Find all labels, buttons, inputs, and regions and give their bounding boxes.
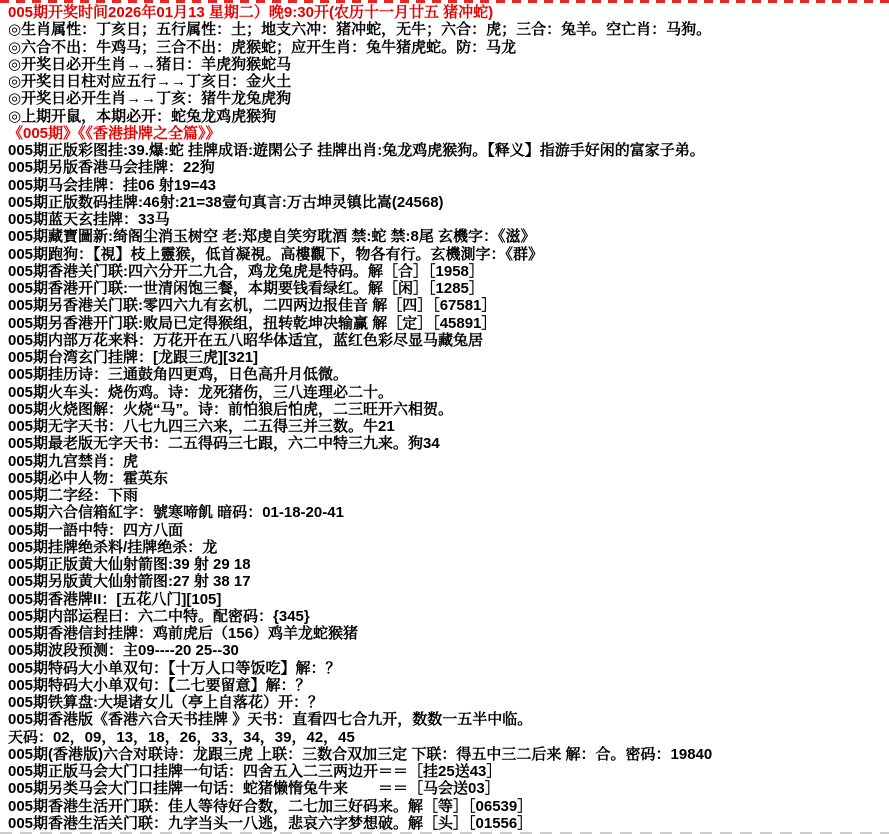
text-line: 005期正版彩图挂:39.爆:蛇 挂牌成语:遊閑公子 挂牌出肖:兔龙鸡虎猴狗。【释义】指游手好闲的富家子弟。	[8, 142, 705, 159]
text-line: 005期另版黄大仙射箭图:27 射 38 17	[8, 573, 251, 591]
text-line: 005期正版马会大门口挂牌一句话：四舍五入二三两边开＝＝［挂25送43］	[8, 763, 502, 780]
text-line: 005期九宫禁肖：虎	[8, 452, 139, 470]
text-line: 005期香港牌II：[五花八门][105]	[8, 590, 222, 608]
text-line: 005期波段预测：主09----20 25--30	[8, 642, 239, 660]
text-line: 005期跑狗：【視】枝上靈猴，低首凝視。高樓觀下，物各有行。玄機測字：《群》	[8, 245, 544, 263]
text-line: 005期香港关门联:四六分开二九合，鸡龙兔虎是特码。解［合］［1958］	[8, 262, 484, 280]
text-line: 005期正版数码挂牌:46射:21=38壹句真言:万古坤灵镇比嵩(24568)	[8, 193, 444, 211]
text-line: 005期挂历诗：三通鼓角四更鸡，日色高升月低微。	[8, 366, 349, 384]
text-line: 005期一語中特：四方八面	[8, 521, 184, 539]
text-line: 《005期》《《香港掛牌之全篇》》	[8, 124, 221, 142]
text-line: 005期另版香港马会挂牌：22狗	[8, 159, 215, 177]
text-line: 005期二字经：下雨	[8, 487, 139, 504]
text-line: ◎生肖属性：丁亥日；五行属性：土；地支六冲：猪冲蛇，无牛；六合：虎；三合：兔羊。空亡肖：马狗。	[8, 21, 712, 39]
text-line: 005期(香港版)六合对联诗：龙跟三虎 上联：三数合双加三定 下联：得五中三二后来 解：合。密码：19840	[8, 745, 713, 763]
text-line: ◎六合不出：牛鸡马；三合不出：虎猴蛇；应开生肖：兔牛猪虎蛇。防：马龙	[8, 38, 517, 56]
text-line: 005期蓝天玄挂牌：33马	[8, 211, 170, 228]
text-line: 005期另香港开门联:败局已定得猴组，扭转乾坤决输赢 解［定］［45891］	[8, 314, 497, 332]
text-line: ◎开奖日必开生肖→→丁亥：猪牛龙兔虎狗	[8, 90, 292, 108]
text-line: 005期六合信箱紅字：號寒啼飢 暗码：01-18-20-41	[8, 504, 344, 522]
text-line: 005期特码大小单双句：【十万人口等饭吃】解：？	[8, 659, 341, 677]
text-line: 005期无字天书：八七九四三六来，二五得三并三数。牛21	[8, 418, 395, 435]
text-line: 005期另香港关门联:零四六九有玄机，二四两边报佳音 解［四］［67581］	[8, 297, 497, 315]
text-line: 005期台湾玄门挂牌：[龙跟三虎][321]	[8, 349, 259, 366]
text-line: 005期最老版无字天书：二五得码三七跟，六二中特三九来。狗34	[8, 435, 440, 453]
text-line: ◎开奖日必开生肖→→猪日：羊虎狗猴蛇马	[8, 55, 292, 73]
text-line: 005期香港开门联:一世清闲饱三餐，本期要钱看绿红。解［闲］［1285］	[8, 280, 484, 297]
text-line: 005期内部运程曰：六二中特。配密码：{345}	[8, 607, 310, 625]
text-line: 005期特码大小单双句：【二七要留意】解：？	[8, 676, 311, 694]
text-line: 005期香港版《香港六合天书挂牌 》天书：直看四七合九开，数数一五半中临。	[8, 711, 533, 729]
text-line: 005期另类马会大门口挂牌一句话：蛇猪懒惰兔牛来 ＝＝［马会送03］	[8, 780, 500, 798]
text-line: 005期铁算盘:大堤诸女儿（亭上自落花）开：？	[8, 694, 324, 711]
text-line: 005期香港信封挂牌：鸡前虎后（156）鸡羊龙蛇猴猪	[8, 625, 359, 642]
text-line: 005期香港生活开门联：佳人等待好合数，二七加三好码来。解［等］［06539］	[8, 797, 533, 815]
text-line: 005期火车头：烧伤鸡。诗：龙死猪伤，三八连理必二十。	[8, 383, 394, 401]
text-line: 005期马会挂牌：挂06 射19=43	[8, 176, 217, 194]
text-line: 005期开奖时间2026年01月13 星期二）晚9:30开(农历十一月廿五 猪冲蛇)	[8, 4, 494, 21]
text-line: 天码：02，09，13，18，26，33，34，39，42，45	[8, 728, 355, 746]
text-line: ◎开奖日日柱对应五行→→丁亥日：金火土	[8, 73, 292, 90]
text-line: 005期香港生活关门联：九字当头一八逃，悲哀六字梦想破。解［头］［01556］	[8, 814, 533, 832]
text-line: 005期内部万花来料：万花开在五八昭华体适宜，蓝红色彩尽显马藏兔居	[8, 331, 484, 349]
text-line: ◎上期开鼠，本期必开：蛇兔龙鸡虎猴狗	[8, 107, 277, 125]
content-lines	[8, 4, 889, 832]
text-line: 005期火烧图解：火烧“马”。诗：前怕狼后怕虎，二三旺开六相贺。	[8, 400, 454, 418]
text-line: 005期正版黄大仙射箭图:39 射 29 18	[8, 556, 251, 573]
top-edge-cut-text-marks	[0, 0, 889, 3]
text-line: 005期藏寶圖新:绮阁尘消玉树空 老:郑虔自笑穷耽酒 禁:蛇 禁:8尾 玄機字：《滋》	[8, 228, 536, 246]
text-line: 005期必中人物：霍英东	[8, 469, 169, 487]
text-line: 005期挂牌绝杀料/挂牌绝杀：龙	[8, 538, 218, 556]
